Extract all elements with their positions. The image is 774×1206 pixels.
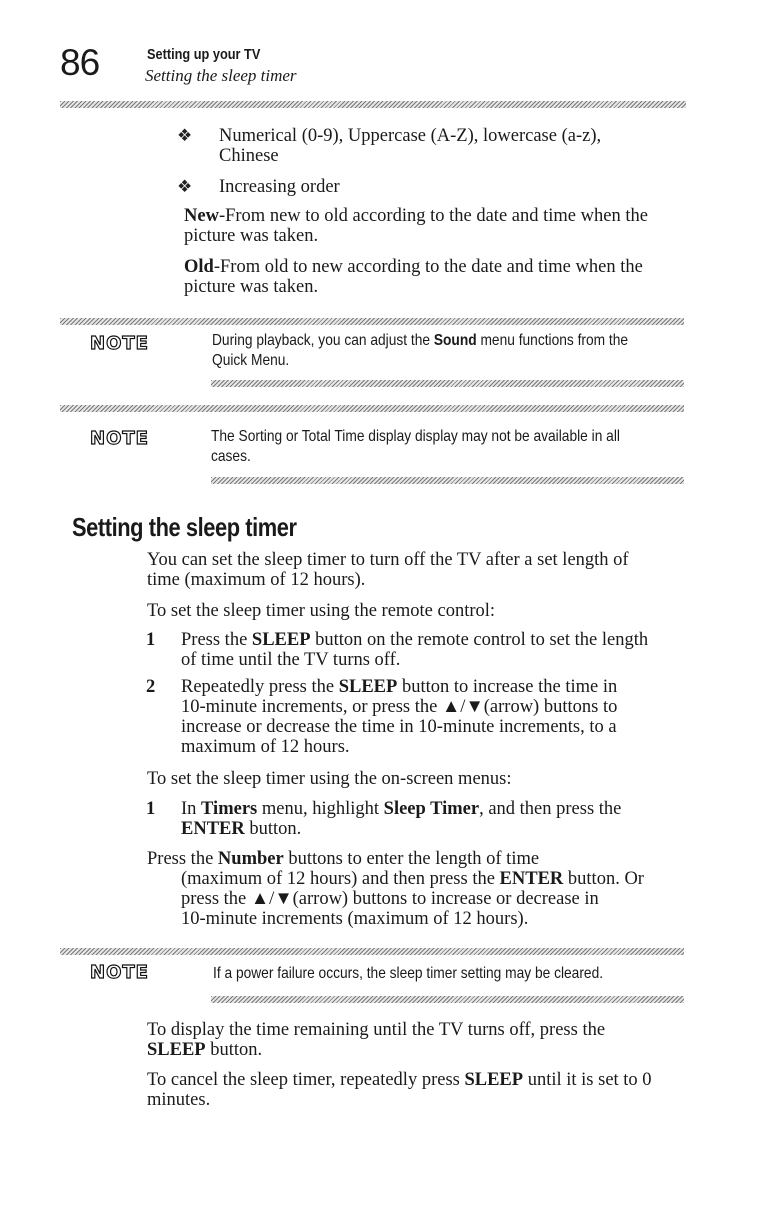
sort-desc: picture was taken. [184,226,319,246]
list-item [177,126,602,166]
note-label: NOTE [90,962,149,983]
number-paragraph: Press the Number buttons to enter the length of time (maximum of 12 hours) and then press the ENTER button. Or press the ▲/▼(arrow) buttons to increase or decrease in 10-minute increments (maximum of 12 hours). [147,849,644,929]
note-divider [60,318,684,325]
sort-term: Old [184,257,214,277]
list-item [177,177,340,197]
note-divider [60,405,684,412]
sort-desc: -From new to old according to the date and time when the [218,206,648,226]
intro-paragraph: You can set the sleep timer to turn off the TV after a set length of time (maximum of 12 hours). [147,550,629,590]
note-label: NOTE [90,428,149,449]
step-item: 2 Repeatedly press the SLEEP button to increase the time in 10-minute increments, or press the ▲/▼(arrow) buttons to increase or decrease the time in 10-minute increments, to a maximum of 12 hours. [146,677,618,757]
note-text: During playback, you can adjust the Sound menu functions from the Quick Menu. [212,332,629,369]
display-paragraph: To display the time remaining until the TV turns off, press the SLEEP button. [147,1020,606,1060]
page-number: 86 [60,42,100,83]
section-heading: Setting the sleep timer [72,512,297,542]
sort-term: New [184,206,219,226]
note-divider [211,996,684,1003]
menu-intro: To set the sleep timer using the on-screen menus: [147,769,512,789]
step-item: 1 In Timers menu, highlight Sleep Timer, and then press the ENTER button. [146,799,622,839]
header-divider [60,101,686,108]
cancel-paragraph: To cancel the sleep timer, repeatedly press SLEEP until it is set to 0 minutes. [147,1070,652,1110]
remote-intro: To set the sleep timer using the remote control: [147,601,496,621]
page-subtitle: Setting the sleep timer [145,66,297,85]
note-divider [60,948,684,955]
sort-option-new [184,206,648,246]
sort-desc: picture was taken. [184,277,319,297]
section-title: Setting up your TV [147,46,261,63]
note-divider [211,477,684,484]
note-divider [211,380,684,387]
diamond-bullet-icon: ❖ [177,177,193,196]
sort-desc: -From old to new according to the date and time when the [213,257,643,277]
step-item: 1 Press the SLEEP button on the remote control to set the length of time until the TV turns off. [146,630,649,670]
diamond-bullet-icon: ❖ [177,126,193,145]
note-text: If a power failure occurs, the sleep timer setting may be cleared. [213,965,604,982]
bullet-text: Chinese [219,146,279,166]
note-text: The Sorting or Total Time display display may not be available in all cases. [211,428,620,465]
note-label: NOTE [90,333,149,354]
bullet-text: Increasing order [219,177,340,197]
bullet-text: Numerical (0-9), Uppercase (A-Z), lowercase (a-z), [219,126,602,146]
sort-option-old [184,257,643,297]
